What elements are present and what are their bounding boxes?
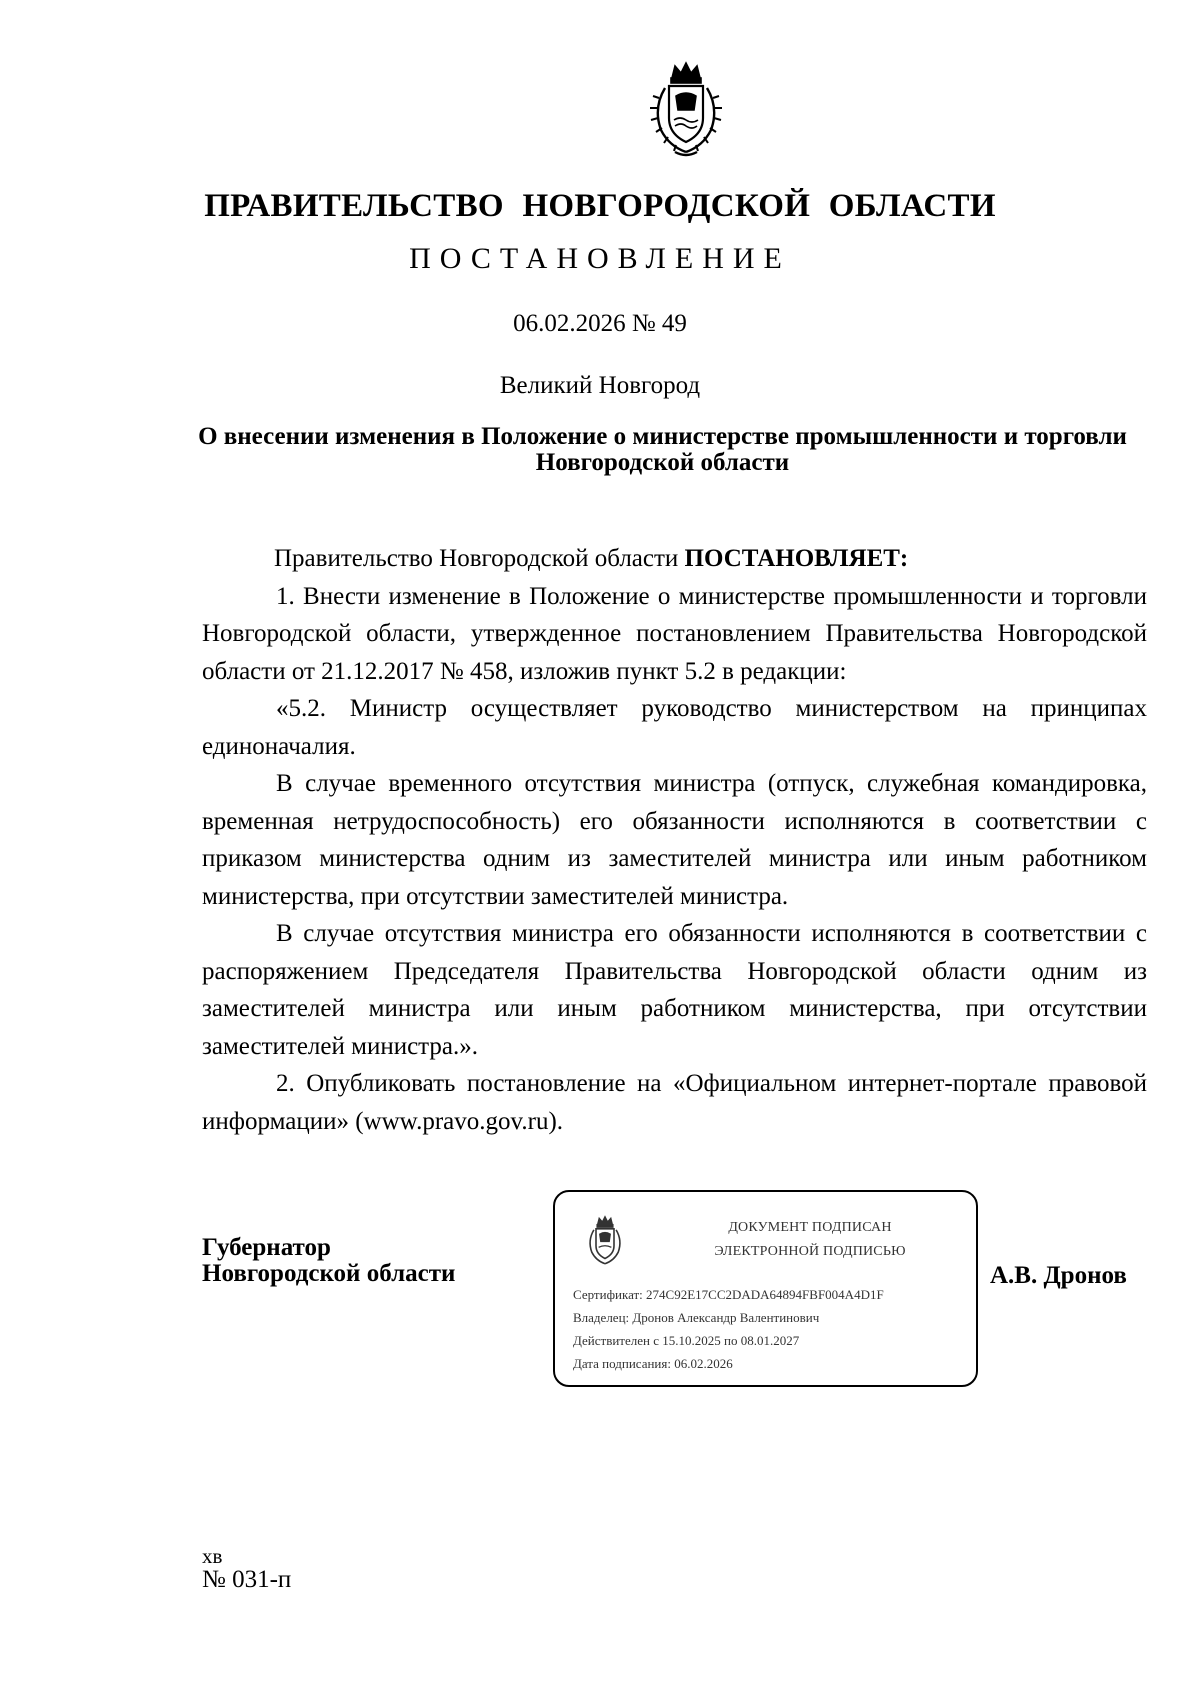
paragraph-1: 1. Внести изменение в Положение о министерстве промышленности и торговли Новгородской области, утвержденное постановлением Правительства Новгородской области от 21.12.2017 № 458, изложив пункт 5.2 в редакции: xyxy=(202,582,1147,685)
signatory-title-line-2: Новгородской области xyxy=(202,1260,456,1287)
stamp-signing-date: Дата подписания: 06.02.2026 xyxy=(573,1356,733,1371)
stamp-heading xyxy=(655,1216,965,1264)
paragraph-3: В случае временного отсутствия министра (отпуск, служебная командировка, временная нетрудоспособность) его обязанности исполняются в соответствии с приказом министерства одним из заместителей министра или иным работником министерства, при отсутствии заместителей министра. xyxy=(202,770,1147,910)
footer-number: № 031-п xyxy=(202,1566,292,1593)
document-body xyxy=(202,540,1147,1140)
signatory-title-line-1: Губернатор xyxy=(202,1234,331,1261)
signatory-name: А.В. Дронов xyxy=(990,1262,1127,1289)
stamp-details xyxy=(573,1283,884,1375)
stamp-owner: Владелец: Дронов Александр Валентинович xyxy=(573,1310,820,1325)
coat-of-arms-icon xyxy=(645,58,727,160)
stamp-heading-line-1: ДОКУМЕНТ ПОДПИСАН xyxy=(728,1220,892,1235)
stamp-certificate: Сертификат: 274C92E17CC2DADA64894FBF004A4D1F xyxy=(573,1287,884,1302)
signatory-title xyxy=(202,1235,455,1287)
government-title: ПРАВИТЕЛЬСТВО НОВГОРОДСКОЙ ОБЛАСТИ xyxy=(204,188,996,224)
electronic-signature-stamp xyxy=(553,1190,978,1387)
intro-text: Правительство Новгородской области xyxy=(274,545,685,572)
stamp-coat-of-arms-icon xyxy=(583,1214,627,1268)
paragraph-5: 2. Опубликовать постановление на «Официальном интернет-портале правовой информации» (www.pravo.gov.ru). xyxy=(202,1070,1147,1135)
document-type: ПОСТАНОВЛЕНИЕ xyxy=(409,242,791,275)
paragraph-2: «5.2. Министр осуществляет руководство министерством на принципах единоначалия. xyxy=(202,695,1147,760)
stamp-validity: Действителен с 15.10.2025 по 08.01.2027 xyxy=(573,1333,800,1348)
paragraph-4: В случае отсутствия министра его обязанности исполняются в соответствии с распоряжением Председателя Правительства Новгородской области одним из заместителей министра или иным работником министерства, при отсутствии заместителей министра.». xyxy=(202,920,1147,1060)
intro-paragraph xyxy=(202,540,1147,578)
document-subject: О внесении изменения в Положение о министерстве промышленности и торговли Новгородской области xyxy=(198,423,1127,476)
footer-code: хв xyxy=(202,1544,223,1568)
intro-decision: ПОСТАНОВЛЯЕТ: xyxy=(684,545,909,572)
date-and-number: 06.02.2026 № 49 xyxy=(513,310,687,337)
stamp-heading-line-2: ЭЛЕКТРОННОЙ ПОДПИСЬЮ xyxy=(714,1244,906,1259)
city: Великий Новгород xyxy=(499,372,701,399)
